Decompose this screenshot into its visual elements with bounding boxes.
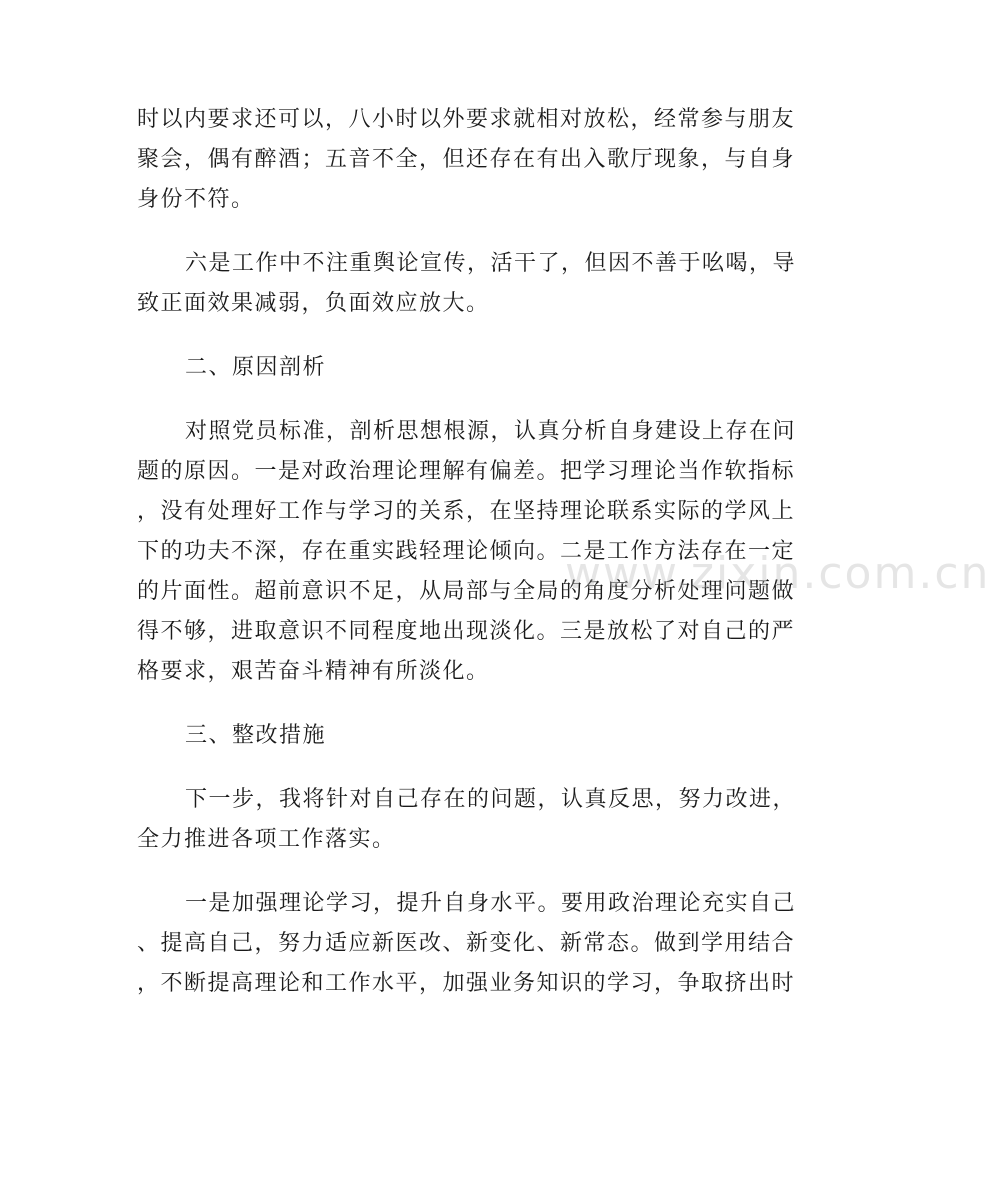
paragraph-theory-study	[137, 884, 797, 1004]
text-line: 致正面效果减弱，负面效应放大。	[137, 291, 490, 316]
text-line: 下一步，我将针对自己存在的问题，认真反思，努力改进，	[185, 787, 797, 812]
text-line: 身份不符。	[137, 187, 255, 212]
text-line: 全力推进各项工作落实。	[137, 827, 396, 852]
text-line: 的片面性。超前意识不足，从局部与全局的角度分析处理问题做	[137, 579, 796, 604]
paragraph-continuation	[137, 100, 796, 220]
text-line: 对照党员标准，剖析思想根源，认真分析自身建设上存在问	[185, 419, 797, 444]
text-line: 得不够，进取意识不同程度地出现淡化。三是放松了对自己的严	[137, 619, 796, 644]
text-line: 时以内要求还可以，八小时以外要求就相对放松，经常参与朋友	[137, 107, 796, 132]
text-line: 题的原因。一是对政治理论理解有偏差。把学习理论当作软指标	[137, 459, 796, 484]
text-line: 六是工作中不注重舆论宣传，活干了，但因不善于吆喝，导	[185, 251, 797, 276]
section-heading-rectification: 三、整改措施	[185, 723, 327, 748]
text-line: ，没有处理好工作与学习的关系，在坚持理论联系实际的学风上	[137, 499, 796, 524]
section-heading-cause-analysis: 二、原因剖析	[185, 355, 327, 380]
text-line: 格要求，艰苦奋斗精神有所淡化。	[137, 659, 490, 684]
text-line: 、提高自己，努力适应新医改、新变化、新常态。做到学用结合	[137, 931, 796, 956]
paragraph-publicity	[137, 244, 797, 324]
text-line: 一是加强理论学习，提升自身水平。要用政治理论充实自己	[185, 891, 797, 916]
text-line: 下的功夫不深，存在重实践轻理论倾向。二是工作方法存在一定	[137, 539, 796, 564]
text-line: 聚会，偶有醉酒；五音不全，但还存在有出入歌厅现象，与自身	[137, 147, 796, 172]
paragraph-next-step	[137, 780, 797, 860]
watermark-text: www.zixin.com.cn	[565, 548, 990, 599]
text-line: ，不断提高理论和工作水平，加强业务知识的学习，争取挤出时	[137, 971, 796, 996]
